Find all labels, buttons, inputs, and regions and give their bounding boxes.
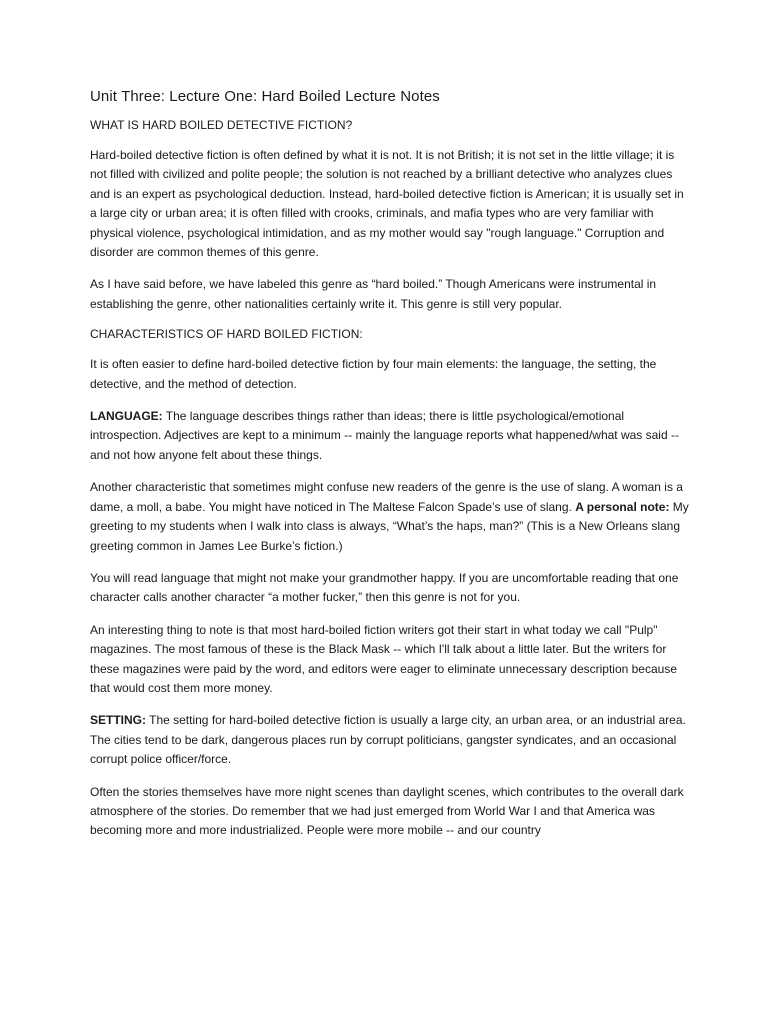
setting-text: The setting for hard-boiled detective fiction is usually a large city, an urban area, or an industrial area. The cities tend to be dark, dangerous places run by corrupt politicians, gangster syndicates, and an occasional corrupt police officer/force. [90,713,686,767]
setting-label: SETTING: [90,713,146,728]
paragraph-language [90,407,690,465]
section-heading-characteristics: CHARACTERISTICS OF HARD BOILED FICTION: [90,327,363,342]
paragraph-night-scenes: Often the stories themselves have more night scenes than daylight scenes, which contributes to the overall dark atmosphere of the stories. Do remember that we had just emerged from World War I and that America was becoming more and more industrialized. People were more mobile -- and our country [90,784,684,838]
personal-note-text: My greeting to my students when I walk into class is always, “What’s the haps, man?” (This is a New Orleans slang greeting common in James Lee Burke’s fiction.) [90,499,689,553]
document-page [90,88,690,854]
paragraph-slang [90,478,690,556]
personal-note-label: A personal note: [575,499,670,514]
paragraph-genre-label: As I have said before, we have labeled this genre as “hard boiled.” Though Americans were instrumental in establishing the genre, other nationalities certainly write it. This genre is still very popular. [90,277,657,311]
paragraph-definition: Hard-boiled detective fiction is often defined by what it is not. It is not British; it is not set in the little village; it is not filled with civilized and polite people; the solution is not reached by a brilliant detective who analyzes clues and is an expert as psychological deduction. Instead, hard-boiled detective fiction is American; it is usually set in a large city or urban area; it is often filled with crooks, criminals, and mafia types who are very familiar with physical violence, psychological intimidation, and as my mother would say "rough language." Corruption and disorder are common themes of this genre. [90,148,684,260]
paragraph-grandmother: You will read language that might not make your grandmother happy. If you are uncomfortable reading that one character calls another character “a mother fucker,” then this genre is not for you. [90,570,679,605]
section-heading-what-is: WHAT IS HARD BOILED DETECTIVE FICTION? [90,118,353,132]
paragraph-four-elements: It is often easier to define hard-boiled detective fiction by four main elements: the language, the setting, the detective, and the method of detection. [90,357,657,391]
paragraph-pulp: An interesting thing to note is that most hard-boiled fiction writers got their start in what today we call "Pulp" magazines. The most famous of these is the Black Mask -- which I'll talk about a little later. But the writers for these magazines were paid by the word, and editors were eager to eliminate unnecessary description because that would cost them more money. [90,622,678,695]
slang-text: Another characteristic that sometimes might confuse new readers of the genre is the use of slang. A woman is a dame, a moll, a babe. You might have noticed in The Maltese Falcon Spade’s use of slang. [90,480,683,514]
document-title: Unit Three: Lecture One: Hard Boiled Lecture Notes [90,88,440,105]
language-label: LANGUAGE: [90,409,163,424]
language-text: The language describes things rather than ideas; there is little psychological/emotional introspection. Adjectives are kept to a minimum -- mainly the language reports what happened/what was said -- and not how anyone felt about these things. [90,409,679,462]
paragraph-setting [90,711,690,769]
